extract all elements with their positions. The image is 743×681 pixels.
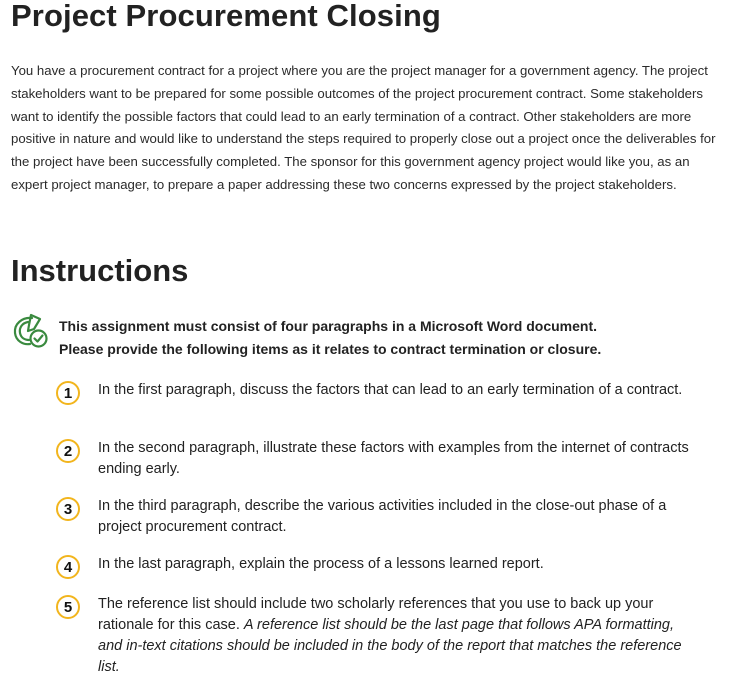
- step-text: In the third paragraph, describe the various activities included in the close-out phase of a project procurement contract.: [98, 498, 667, 535]
- step-number-badge: 4: [56, 555, 80, 579]
- step-text: In the second paragraph, illustrate these factors with examples from the internet of contracts ending early.: [98, 440, 689, 477]
- callout-line-1: This assignment must consist of four paragraphs in a Microsoft Word document.: [59, 318, 598, 334]
- checklist-pen-icon: [10, 311, 50, 351]
- step-text-main: The reference list should include two scholarly references that you use to back up your rationale for this case.: [98, 596, 654, 633]
- step-number-badge: 5: [56, 595, 80, 619]
- callout-line-2: Please provide the following items as it relates to contract termination or closure.: [59, 341, 602, 357]
- step-text-note: A reference list should be the last page that follows APA formatting, and in-text citations should be included in the body of the report that matches the reference list.: [98, 617, 682, 675]
- step-text: In the last paragraph, explain the process of a lessons learned report.: [98, 556, 544, 572]
- step-number-badge: 1: [56, 381, 80, 405]
- instructions-heading: Instructions: [11, 253, 189, 288]
- intro-paragraph: You have a procurement contract for a project where you are the project manager for a government agency. The project stakeholders want to be prepared for some possible outcomes of the project procurement contract. Some stakeholders want to identify the possible factors that could lead to an early termination of a contract. Other stakeholders are more positive in nature and would like to understand the steps required to properly close out a project once the deliverables for the project have been successfully completed. The sponsor for this government agency project would like you, as an expert project manager, to prepare a paper addressing these two concerns expressed by the project stakeholders.: [11, 63, 716, 192]
- step-text: [98, 594, 698, 678]
- step-number-badge: 2: [56, 439, 80, 463]
- page-title: Project Procurement Closing: [11, 0, 441, 33]
- step-text: In the first paragraph, discuss the factors that can lead to an early termination of a contract.: [98, 382, 683, 398]
- instructions-callout: [59, 315, 699, 361]
- step-number-badge: 3: [56, 497, 80, 521]
